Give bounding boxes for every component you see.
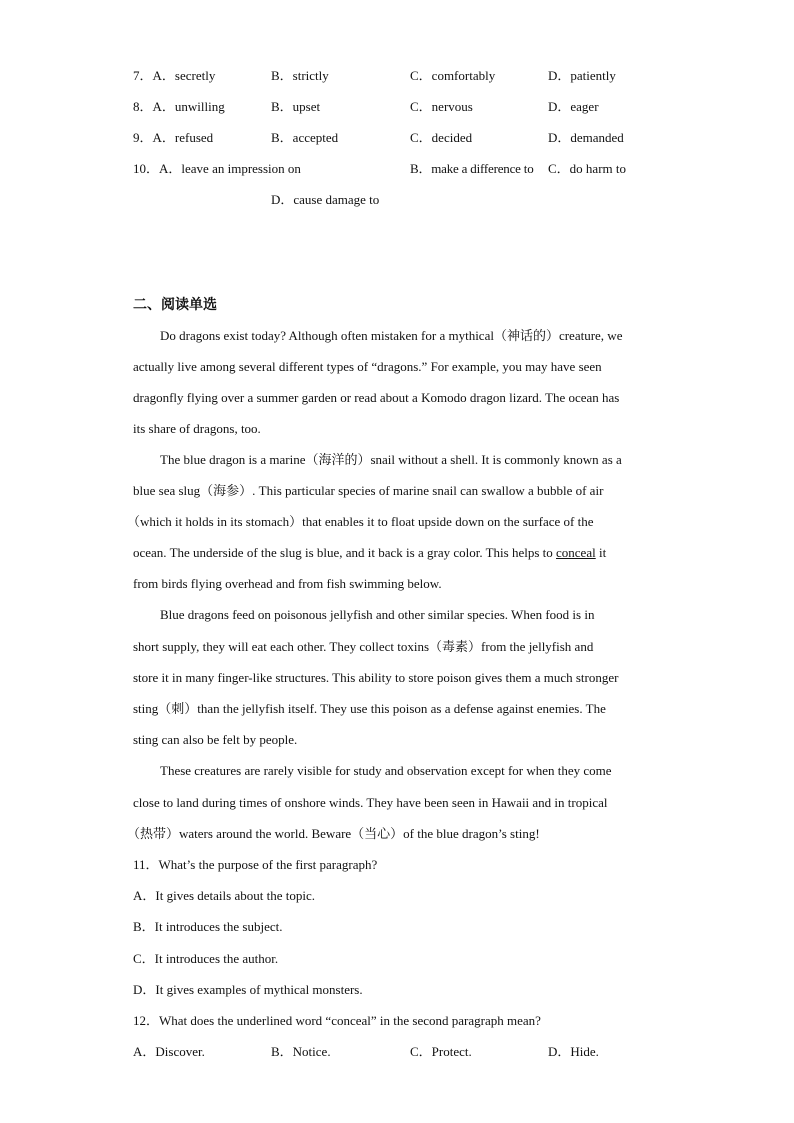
p3-line-2: short supply, they will eat each other. They collect toxins（毒素）from the jellyfish and bbox=[133, 639, 594, 654]
question-12-options bbox=[133, 1042, 663, 1062]
q12-option-b[interactable]: B．Notice. bbox=[271, 1044, 331, 1059]
q11-option-b[interactable]: B．It introduces the subject. bbox=[133, 919, 283, 934]
p2-line-4 bbox=[133, 543, 663, 563]
q10-number: 10． bbox=[133, 161, 160, 176]
q10-option-d[interactable]: D．cause damage to bbox=[271, 192, 380, 207]
q9-number: 9． bbox=[133, 130, 153, 145]
p2-line-2: blue sea slug（海参）. This particular species of marine snail can swallow a bubble of air bbox=[133, 483, 604, 498]
q8-option-a[interactable] bbox=[133, 97, 225, 117]
p2-line-3: （which it holds in its stomach）that enables it to float upside down on the surface of the bbox=[127, 514, 594, 529]
p2-line-1: The blue dragon is a marine（海洋的）snail without a shell. It is commonly known as a bbox=[160, 452, 622, 467]
question-10 bbox=[133, 159, 663, 179]
q8-option-b[interactable]: B．upset bbox=[271, 99, 321, 114]
q10-option-a[interactable] bbox=[133, 159, 301, 179]
q9-option-a[interactable] bbox=[133, 128, 213, 148]
q9-option-d[interactable]: D．demanded bbox=[548, 130, 624, 145]
q8-option-c[interactable]: C．nervous bbox=[410, 99, 473, 114]
q11-option-c[interactable]: C．It introduces the author. bbox=[133, 951, 279, 966]
q7-option-c[interactable]: C．comfortably bbox=[410, 68, 496, 83]
q12-stem: 12．What does the underlined word “conceal” in the second paragraph mean? bbox=[133, 1013, 541, 1028]
q7-option-a[interactable] bbox=[133, 66, 215, 86]
p3-line-3: store it in many finger-like structures. This ability to store poison gives them a much stronger bbox=[133, 670, 619, 685]
q10-a-text: A．leave an impression on bbox=[159, 161, 301, 176]
p2-line-5: from birds flying overhead and from fish swimming below. bbox=[133, 576, 442, 591]
question-8 bbox=[133, 97, 663, 117]
question-7 bbox=[133, 66, 663, 86]
q7-option-b[interactable]: B．strictly bbox=[271, 68, 329, 83]
q8-number: 8． bbox=[133, 99, 153, 114]
q8-option-d[interactable]: D．eager bbox=[548, 99, 599, 114]
p1-line-3: dragonfly flying over a summer garden or read about a Komodo dragon lizard. The ocean has bbox=[133, 390, 620, 405]
underlined-word-conceal: conceal bbox=[556, 545, 596, 560]
p4-line-3: （热带）waters around the world. Beware（当心）of the blue dragon’s sting! bbox=[127, 826, 540, 841]
q7-a-text: A．secretly bbox=[152, 68, 216, 83]
q8-a-text: A．unwilling bbox=[152, 99, 225, 114]
q10-option-c[interactable]: C．do harm to bbox=[548, 161, 626, 176]
p1-line-1: Do dragons exist today? Although often mistaken for a mythical（神话的）creature, we bbox=[160, 328, 623, 343]
p1-line-2: actually live among several different types of “dragons.” For example, you may have seen bbox=[133, 359, 602, 374]
q9-a-text: A．refused bbox=[152, 130, 214, 145]
q9-option-c[interactable]: C．decided bbox=[410, 130, 473, 145]
p2-line-4-text: ocean. The underside of the slug is blue, and it back is a gray color. This helps to bbox=[133, 545, 557, 560]
p3-line-5: sting can also be felt by people. bbox=[133, 732, 298, 747]
section-title: 二、阅读单选 bbox=[133, 297, 217, 313]
q7-number: 7． bbox=[133, 68, 153, 83]
q9-option-b[interactable]: B．accepted bbox=[271, 130, 339, 145]
q11-stem: 11．What’s the purpose of the first paragraph? bbox=[133, 857, 378, 872]
q12-option-c[interactable]: C．Protect. bbox=[410, 1044, 472, 1059]
q10-option-b[interactable]: B．make a difference to bbox=[410, 161, 534, 176]
p1-line-4: its share of dragons, too. bbox=[133, 421, 261, 436]
question-9 bbox=[133, 128, 663, 148]
p3-line-1: Blue dragons feed on poisonous jellyfish and other similar species. When food is in bbox=[160, 607, 595, 622]
p3-line-4: sting（刺）than the jellyfish itself. They use this poison as a defense against enemies. The bbox=[133, 701, 606, 716]
p2-line-4-end: it bbox=[595, 545, 607, 560]
q11-option-d[interactable]: D．It gives examples of mythical monsters. bbox=[133, 982, 363, 997]
q12-option-d[interactable]: D．Hide. bbox=[548, 1044, 599, 1059]
q7-option-d[interactable]: D．patiently bbox=[548, 68, 616, 83]
p4-line-2: close to land during times of onshore winds. They have been seen in Hawaii and in tropical bbox=[133, 795, 608, 810]
p4-line-1: These creatures are rarely visible for study and observation except for when they come bbox=[160, 763, 612, 778]
q12-option-a[interactable]: A．Discover. bbox=[133, 1044, 205, 1059]
q11-option-a[interactable]: A．It gives details about the topic. bbox=[133, 888, 315, 903]
